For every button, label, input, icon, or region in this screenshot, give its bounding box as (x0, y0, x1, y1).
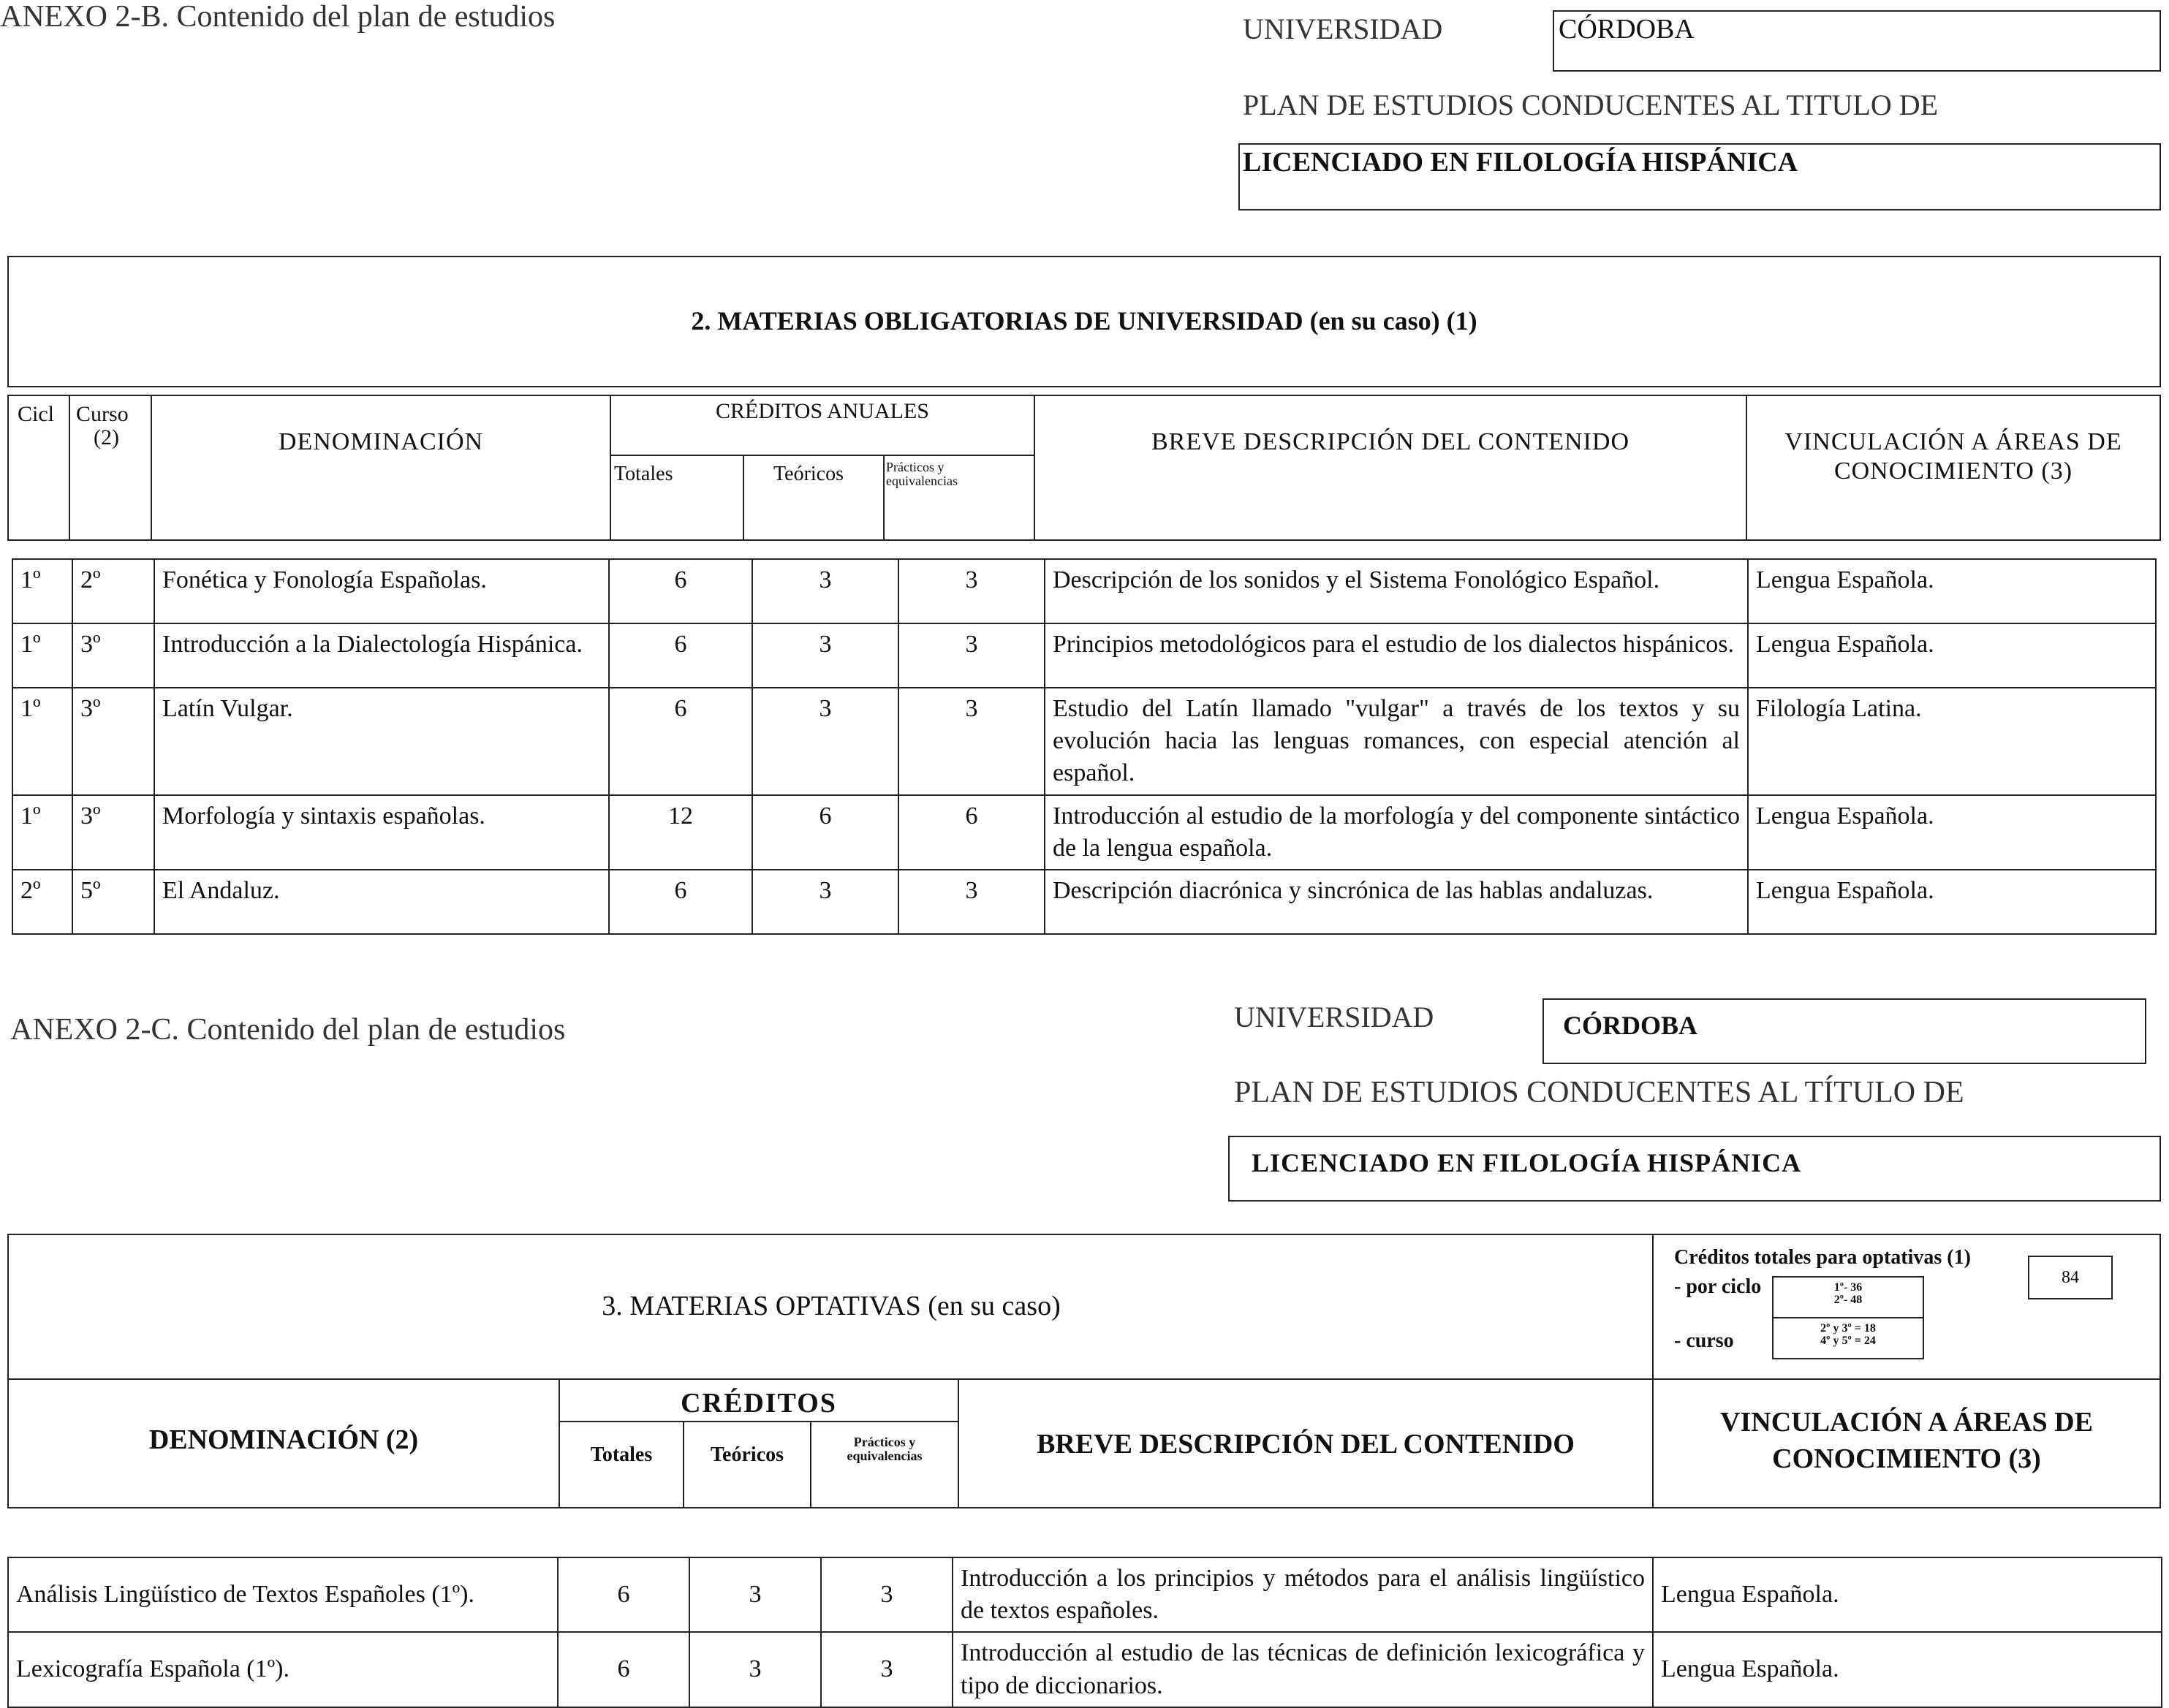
cell-ciclo: 1º (12, 559, 72, 623)
credits-por-ciclo-2: 2º- 48 (1833, 1293, 1863, 1306)
header-vinculacion-2: CONOCIMIENTO (3) (1833, 458, 2073, 485)
cell-teoricos: 3 (752, 688, 898, 795)
header-curso: Curso (76, 402, 129, 426)
cell-teoricos: 3 (752, 870, 898, 934)
table-row (8, 1632, 2162, 1707)
cell-totales: 12 (609, 795, 752, 870)
cell-practicos: 3 (898, 688, 1045, 795)
table-row (12, 870, 2156, 934)
cell-totales: 6 (609, 688, 752, 795)
header-c-vinculacion-1: VINCULACIÓN A ÁREAS DE (1720, 1407, 2093, 1438)
cell-practicos: 3 (898, 623, 1045, 688)
cell-denominacion: Latín Vulgar. (154, 688, 609, 795)
cell-denominacion: El Andaluz. (154, 870, 609, 934)
credits-curso-label: - curso (1674, 1329, 1734, 1352)
cell-teoricos: 6 (752, 795, 898, 870)
credits-curso-1: 2º y 3º = 18 (1820, 1322, 1876, 1335)
header-teoricos: Teóricos (773, 463, 844, 485)
header-c-practicos: Prácticos y equivalencias (847, 1435, 923, 1463)
header-totales: Totales (614, 463, 673, 485)
cell-totales: 6 (609, 623, 752, 688)
cell-area: Filología Latina. (1748, 688, 2156, 795)
cell-ciclo: 2º (12, 870, 72, 934)
annex-c-degree-value: LICENCIADO EN FILOLOGÍA HISPÁNICA (1252, 1148, 1802, 1177)
cell-totales: 6 (558, 1632, 689, 1707)
cell-teoricos: 3 (689, 1632, 821, 1707)
annex-b-degree-box (1238, 143, 2161, 210)
cell-descripcion: Descripción de los sonidos y el Sistema Fonológico Español. (1045, 559, 1748, 623)
cell-teoricos: 3 (752, 623, 898, 688)
credits-total-value: 84 (2062, 1267, 2079, 1287)
header-denominacion: DENOMINACIÓN (278, 428, 484, 455)
header-practicos: Prácticos y equivalencias (886, 460, 958, 488)
cell-practicos: 3 (821, 1557, 953, 1632)
cell-area: Lengua Española. (1653, 1557, 2162, 1632)
cell-practicos: 3 (821, 1632, 953, 1707)
annex-b-university-label: UNIVERSIDAD (1243, 12, 1443, 45)
credits-por-ciclo-1: 1º- 36 (1833, 1281, 1863, 1294)
header-c-descripcion: BREVE DESCRIPCIÓN DEL CONTENIDO (1037, 1429, 1575, 1460)
cell-descripcion: Introducción al estudio de la morfología y del componente sintáctico de la lengua española. (1045, 795, 1748, 870)
credits-por-ciclo-label: - por ciclo (1674, 1275, 1762, 1298)
cell-curso: 5º (72, 870, 154, 934)
header-c-creditos: CRÉDITOS (681, 1388, 837, 1419)
cell-teoricos: 3 (689, 1557, 821, 1632)
credits-curso-box (1772, 1317, 1924, 1359)
cell-descripcion: Descripción diacrónica y sincrónica de las hablas andaluzas. (1045, 870, 1748, 934)
cell-totales: 6 (609, 870, 752, 934)
credits-total-box (2028, 1256, 2113, 1299)
annex-c-degree-box (1228, 1136, 2161, 1202)
cell-denominacion: Introducción a la Dialectología Hispánica. (154, 623, 609, 688)
cell-ciclo: 1º (12, 795, 72, 870)
cell-practicos: 3 (898, 559, 1045, 623)
cell-practicos: 3 (898, 870, 1045, 934)
annex-c-section-box (7, 1234, 2161, 1380)
header-vinculacion-1: VINCULACIÓN A ÁREAS DE (1784, 428, 2122, 455)
table-row (12, 559, 2156, 623)
cell-descripcion: Principios metodológicos para el estudio de los dialectos hispánicos. (1045, 623, 1748, 688)
table-row (12, 623, 2156, 688)
annex-c-university-value: CÓRDOBA (1563, 1011, 1698, 1040)
table-row (12, 795, 2156, 870)
annex-b-title: ANEXO 2-B. Contenido del plan de estudios (0, 0, 556, 34)
cell-totales: 6 (609, 559, 752, 623)
annex-c-table (7, 1557, 2162, 1708)
header-c-denominacion: DENOMINACIÓN (2) (148, 1424, 419, 1455)
cell-area: Lengua Española. (1748, 559, 2156, 623)
annex-b-university-value: CÓRDOBA (1559, 14, 1695, 45)
annex-c-section-title: 3. MATERIAS OPTATIVAS (en su caso) (602, 1291, 1061, 1322)
annex-c-header (7, 1378, 2161, 1508)
cell-curso: 3º (72, 795, 154, 870)
annex-c-university-box (1542, 998, 2146, 1064)
header-ciclo: Cicl (18, 402, 54, 426)
cell-teoricos: 3 (752, 559, 898, 623)
cell-descripcion: Introducción al estudio de las técnicas de definición lexicográfica y tipo de diccionarios. (953, 1632, 1653, 1707)
header-c-vinculacion-2: CONOCIMIENTO (3) (1772, 1443, 2041, 1474)
header-c-teoricos: Teóricos (710, 1443, 784, 1466)
cell-curso: 2º (72, 559, 154, 623)
cell-denominacion: Fonética y Fonología Españolas. (154, 559, 609, 623)
cell-denominacion: Morfología y sintaxis españolas. (154, 795, 609, 870)
table-row (12, 688, 2156, 795)
annex-c-university-label: UNIVERSIDAD (1234, 1001, 1434, 1033)
cell-ciclo: 1º (12, 688, 72, 795)
annex-b-degree-value: LICENCIADO EN FILOLOGÍA HISPÁNICA (1243, 147, 1798, 178)
annex-b-section-box (7, 256, 2161, 387)
cell-denominacion: Análisis Lingüístico de Textos Españoles (1º). (8, 1557, 558, 1632)
cell-area: Lengua Española. (1748, 795, 2156, 870)
header-curso-note: (2) (94, 425, 119, 449)
header-c-totales: Totales (590, 1443, 653, 1466)
credits-curso-2: 4º y 5º = 24 (1820, 1334, 1876, 1347)
cell-practicos: 6 (898, 795, 1045, 870)
annex-b-university-box (1553, 10, 2161, 72)
annex-b-header (7, 395, 2161, 541)
cell-descripcion: Introducción a los principios y métodos para el análisis lingüístico de textos españoles. (953, 1557, 1653, 1632)
cell-curso: 3º (72, 623, 154, 688)
table-row (8, 1557, 2162, 1632)
cell-ciclo: 1º (12, 623, 72, 688)
credits-total-label: Créditos totales para optativas (1) (1674, 1246, 1971, 1269)
header-creditos-anuales: CRÉDITOS ANUALES (716, 399, 929, 423)
cell-totales: 6 (558, 1557, 689, 1632)
cell-denominacion: Lexicografía Española (1º). (8, 1632, 558, 1707)
annex-c-plan-label: PLAN DE ESTUDIOS CONDUCENTES AL TÍTULO DE (1234, 1076, 1964, 1109)
cell-area: Lengua Española. (1748, 870, 2156, 934)
annex-c-title: ANEXO 2-C. Contenido del plan de estudios (10, 1013, 566, 1047)
cell-curso: 3º (72, 688, 154, 795)
cell-descripcion: Estudio del Latín llamado "vulgar" a través de los textos y su evolución hacia las lenguas romances, con especial atención al español. (1045, 688, 1748, 795)
annex-b-table (12, 558, 2157, 935)
annex-b-plan-label: PLAN DE ESTUDIOS CONDUCENTES AL TITULO DE (1243, 88, 1939, 121)
credits-por-ciclo-box (1772, 1276, 1924, 1318)
cell-area: Lengua Española. (1653, 1632, 2162, 1707)
cell-area: Lengua Española. (1748, 623, 2156, 688)
header-descripcion: BREVE DESCRIPCIÓN DEL CONTENIDO (1151, 428, 1629, 455)
annex-b-section-title: 2. MATERIAS OBLIGATORIAS DE UNIVERSIDAD (en su caso) (1) (691, 306, 1477, 336)
